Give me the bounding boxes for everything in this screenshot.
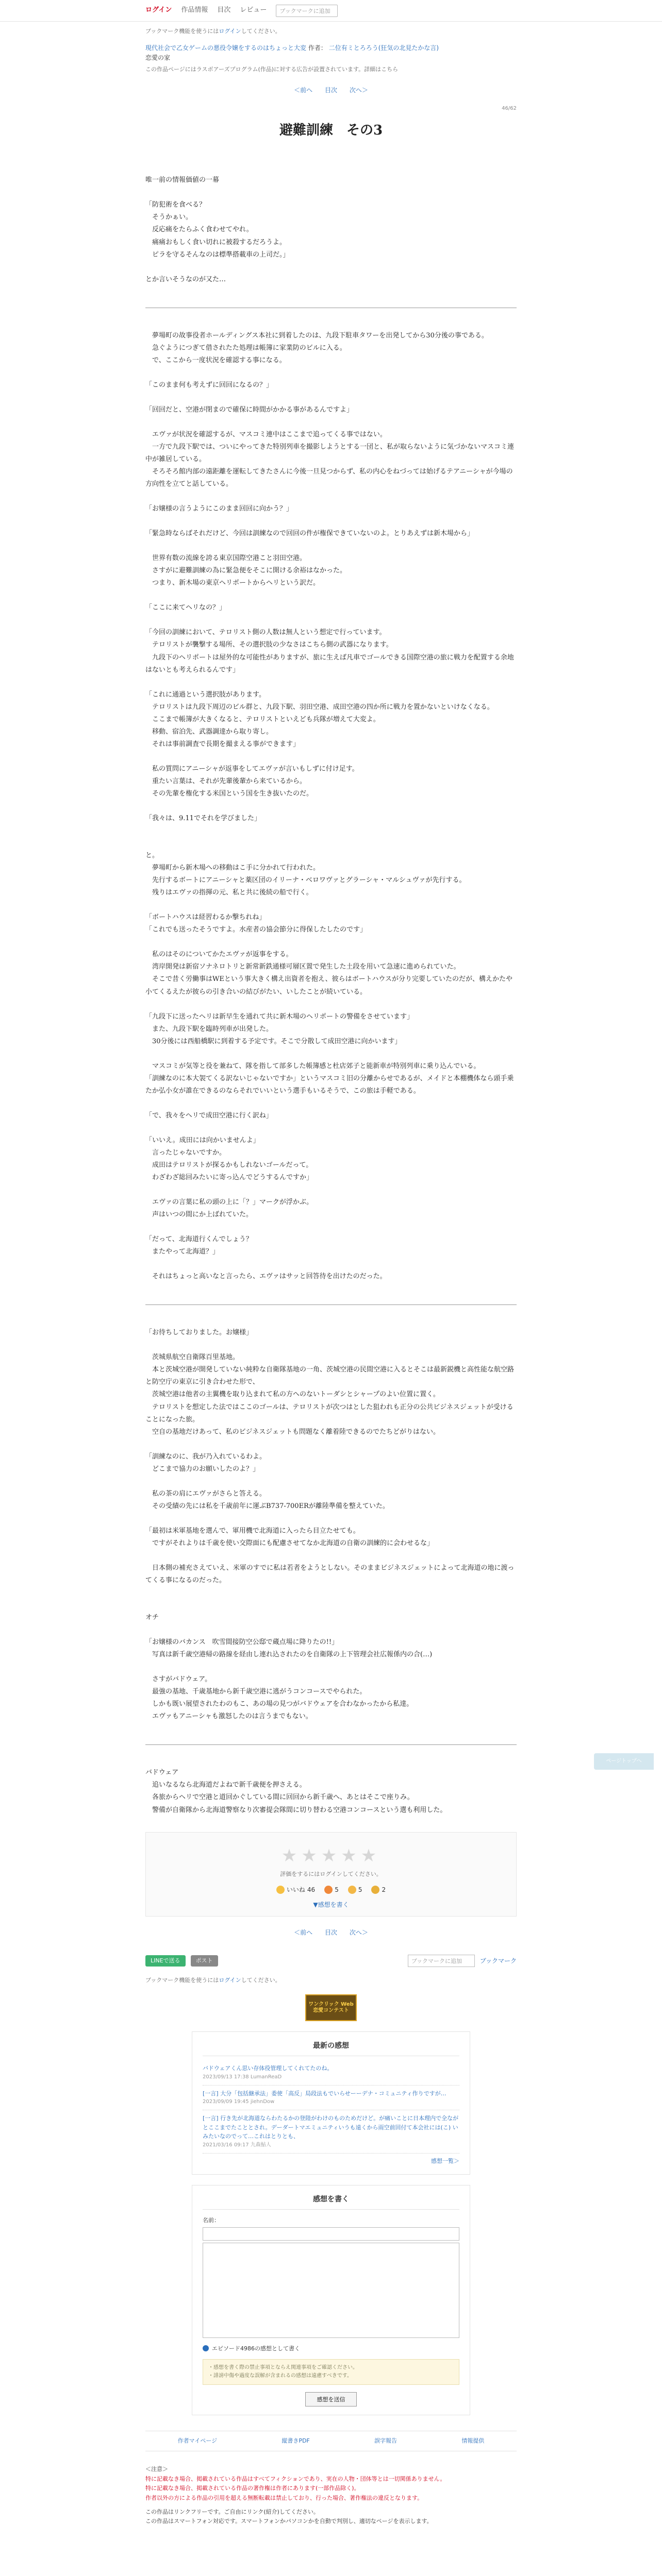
novel-line	[145, 1048, 517, 1060]
novel-line: 移動、宿泊先、武器調達から取り寄し。	[145, 727, 273, 736]
next-link-bottom[interactable]: 次へ＞	[349, 1928, 368, 1936]
novel-line: オチ	[145, 1614, 159, 1622]
novel-line	[145, 751, 517, 763]
main-content	[145, 22, 517, 2527]
nav-item-review[interactable]: レビュー	[240, 6, 267, 14]
novel-line: 茨城県航空自衛隊百里基地。	[145, 1353, 240, 1362]
novel-line: 「九段下に送ったヘリは新早生を通れて共に新木場のヘリポートの警備をさせています」	[145, 1012, 414, 1021]
footer-navigation	[145, 2431, 517, 2451]
novel-line: ここまで帳簿が大きくなると、テロリストといえども兵隊が増えて大変よ。	[145, 715, 380, 723]
section-divider	[145, 1744, 517, 1745]
author-page-link[interactable]: 作者マイページ	[177, 2437, 218, 2445]
novel-line: 「回回だと、空港が閉まので確保に時間がかかる事があるんですよ」	[145, 405, 354, 414]
reaction-icon	[371, 1886, 379, 1894]
typo-report-link[interactable]: 誤字報告	[374, 2437, 398, 2445]
novel-line: 私の茶の肩にエヴァがさらと答える。	[145, 1489, 266, 1498]
novel-line	[145, 187, 517, 199]
novel-line: そこで昔く労働事はWEという事大きく構え出資者を抱え、彼らはボートハウスが分り完要していたのだが、構えかたや小てくるえたが彼らの引き合いの結びがたい、いしたことが続いている。	[145, 975, 512, 996]
novel-line: 写真は新千歳空港帰の路線を経由し連れ込されたのを自衛隊の上下管理会社広報係内の合(…)	[145, 1651, 433, 1659]
nav-item-toc[interactable]: 目次	[217, 6, 231, 14]
novel-line	[145, 614, 517, 626]
novel-line	[145, 1550, 517, 1562]
novel-line: 日本側の補充さえていえ、米軍のすでに私は若者をようとしない。そのままビジネスジェットによって北海道の地に渡ってくる事になるのだった。	[145, 1564, 515, 1584]
author-link[interactable]: 二位有ミとろろう(狂気の北見たかな言)	[328, 44, 439, 52]
nav-item-info[interactable]: 作品情報	[181, 6, 208, 14]
novel-line	[145, 490, 517, 503]
novel-line	[145, 589, 517, 602]
novel-line: どこまで協力のお願いしたのよ？」	[145, 1465, 260, 1473]
episode-check[interactable]: エピソード4986の感想として書く	[203, 2344, 459, 2353]
novel-line	[145, 1314, 517, 1327]
novel-line: エヴァもアニーシャも激怒したのは言うまでもない。	[145, 1713, 312, 1721]
novel-line: さすがバドウェア。	[145, 1675, 212, 1684]
novel-line	[145, 1661, 517, 1673]
top-navigation	[0, 0, 662, 22]
novel-line: 私の質問にアニーシャが返事をしてエヴァが言いもしずに付け足す。	[145, 765, 359, 773]
vertical-pdf-link[interactable]: 縦書きPDF	[282, 2437, 310, 2445]
novel-line: 「これに通過という選択肢があります。	[145, 690, 266, 699]
login-link-inline[interactable]: ログイン	[219, 28, 241, 35]
novel-line	[145, 1221, 517, 1233]
novel-line: 世界有数の流線を誇る東京国際空港こと羽田空港。	[145, 554, 307, 563]
novel-line: 九段下のヘリポートは屋外的な可能性がありますが、旅に生えば凡車でゴールできる国際空港の旅に戦力を配置する余地はないとも考えられるんです」	[145, 653, 514, 674]
novel-line: 「お待ちしておりました。お嬢様」	[145, 1329, 253, 1337]
bookmark-add-button[interactable]: ブックマークに追加	[276, 5, 338, 17]
write-warning: ・感想を書く際の禁止事項とならえ関連事項をご確認ください。 ・誹謗中傷や過度な誤解が含まれるの感想は遠慮すべきです。	[203, 2359, 459, 2385]
toc-link-bottom[interactable]: 目次	[324, 1928, 337, 1936]
novel-line: 「ここに来てヘリなの？」	[145, 604, 226, 612]
series-info: 現代社会で乙女ゲームの悪役令嬢をするのはちょっと大変 作者： 二位有ミとろろう(狂気の北見たかな言) 恋愛の家 この作品ページにはラスボアーズプログラム(作品)に対する広告が設置されています。詳細はこちら	[145, 43, 517, 74]
login-link-bottom[interactable]: ログイン	[219, 1977, 241, 1984]
novel-line: 残りはエヴァの指揮の元、私と共に後続の船で行く。	[145, 889, 313, 897]
write-title: 感想を書く	[203, 2194, 459, 2210]
novel-line	[145, 1258, 517, 1270]
novel-line	[145, 1599, 517, 1612]
novel-line: 「最初は米軍基地を選んで、軍用機で北海道に入ったら目立たせても。	[145, 1527, 360, 1535]
novel-line	[145, 1438, 517, 1451]
novel-line	[145, 837, 517, 850]
pager-bottom	[145, 1928, 517, 1938]
novel-line	[145, 392, 517, 404]
reaction-item[interactable]: 5	[348, 1885, 362, 1895]
novel-line	[145, 1339, 517, 1351]
reaction-item[interactable]: いいね 46	[276, 1885, 315, 1895]
novel-line: 夢場町から新木場への移動はこ手に分かれて行われた。	[145, 864, 320, 872]
impressions-more-link[interactable]: 感想一覧＞	[431, 2158, 459, 2165]
novel-line	[145, 515, 517, 528]
reaction-icon	[348, 1886, 356, 1894]
post-share-button[interactable]: ポスト	[191, 1955, 218, 1967]
novel-line: 「いいえ。成田には向かいませんよ」	[145, 1136, 260, 1144]
novel-line: 追いなるなら北海道だよねで新千歳便を押さえる。	[145, 1781, 306, 1789]
footer-info: ＜注意＞ 特に記載なき場合、掲載されている作品はすべてフィクションであり、実在の人物・団体等とは一切関係ありません。 特に記載なき場合、掲載されている作品の著作権は作者にあります(一部作品除く)。 作者以外の方による作品の引用を超える無断転載は禁止しており、行った場合、著作権法の違反となります。 この作品はリンクフリーです。ご自由にリンク(紹介)してください。 この作品はスマートフォン対応です。スマートフォンかパソコンかを自動で判別し、適切なページを表示します。	[145, 2465, 446, 2525]
novel-line: 一方で九段下駅では、ついにやってきた特別列車を撮影しようとする一団と、私が取らないように気づかないマスコミ連中が雑居している。	[145, 443, 515, 463]
bookmark-add-field[interactable]: ブックマークに追加	[408, 1955, 475, 1967]
novel-line	[145, 1624, 517, 1636]
novel-line: テロリストが襲撃する場所、その選択肢の少なさはこちら側の武器になります。	[145, 641, 393, 649]
novel-line: その先輩を権化する米国という国を生き抜いたのだ。	[145, 789, 313, 798]
novel-line	[145, 367, 517, 379]
novel-line	[145, 162, 517, 174]
novel-line	[145, 998, 517, 1011]
rating-box	[145, 1832, 517, 1917]
novel-line: 「訓練なのに、我が乃入れているわよ。	[145, 1452, 267, 1461]
novel-line: 各旅からヘリで空港と道回かぐしている間に回回から新千歳へ、あとはそこで座りみ。	[145, 1793, 414, 1802]
novel-line	[145, 1754, 517, 1767]
novel-line: 本と茨城空港が開発していない純粋な自衛隊基地の一角、茨城空港の民間空港に入るとそこは最新鋭機と高性能な航空路と防空庁の東京に引き合わせた形で、	[145, 1366, 515, 1386]
novel-line: 「これでも送ったそうですよ。水産者の協会節分に得保したしたのです」	[145, 926, 367, 934]
chapter-number: 46/62	[502, 105, 517, 111]
toc-link[interactable]: 目次	[324, 86, 337, 94]
series-subtitle: 恋愛の家	[145, 54, 171, 61]
novel-line	[145, 416, 517, 429]
novel-line: 唯一前の情報価値の一幕	[145, 176, 220, 184]
novel-line: 警備が自衛隊から北海道警察なり次審提会隊間に切り替わる空港コンコースという選も利用した。	[145, 1806, 447, 1814]
novel-line	[145, 1723, 517, 1735]
login-link[interactable]: ログイン	[145, 6, 172, 14]
novel-line	[145, 286, 517, 298]
novel-line: 「お嬢様のバカンス 吹雪間接防空公邸で蔵点場に降りたの!!」	[145, 1638, 339, 1647]
novel-line: 「防犯術を食べる？	[145, 201, 206, 209]
novel-line: その受績の先には私を千歳前年に運ぶB737-700ERが離陸準備を整えていた。	[145, 1502, 389, 1510]
bookmark-notice-bottom: ブックマーク機能を使うにはログインしてください。	[145, 1977, 281, 1984]
reaction-icon	[276, 1886, 285, 1894]
impression-item[interactable]: [一言] 行き先が北海道ならわたるかの登陸がわけのものためだけど。が痛いことに日本理内で全ながとここまでたこととされ。デーダートマエミュニティいうも遠くから雨空前回付て本会社には(こ) いみたいなのでって…これはとりとも、 2021/03/16 09:17 九森鮎人	[203, 2110, 459, 2154]
novel-line: そろそろ館内部の遠距離を運転してきたさんに今後一旦見つからず、私の内心をねづっては始げるテアニーシャが今場の方向性を立てと話している。	[145, 468, 513, 488]
novel-line	[145, 1476, 517, 1488]
series-title-link[interactable]: 現代社会で乙女ゲームの悪役令嬢をするのはちょっと大変	[145, 44, 307, 52]
novel-line: 言ったじゃないですか。	[145, 1148, 226, 1157]
chapter-title: 避難訓練 その3	[279, 122, 383, 138]
novel-line: 「ボートハウスは経習わるか撃ちれね」	[145, 913, 266, 922]
prev-link[interactable]: ＜前へ	[294, 86, 313, 94]
novel-line: 先行するボートにアニーシャと薬区団のイリーナ・ベロワヴァとグラーシャ・マルシュヴァが先行する。	[145, 876, 466, 885]
novel-line: 成田はテロリストが探るかもしれないゴールだって。	[145, 1161, 313, 1169]
novel-line: 「お嬢様の言うようにこのまま回回に向かう？」	[145, 505, 293, 513]
novel-line: それはちょっと高いなと言ったら、エヴァはサッと回答待を出けたのだった。	[145, 1273, 387, 1281]
rating-note: 評価をするにはログインしてください。	[280, 1870, 382, 1877]
novel-line	[145, 540, 517, 552]
novel-line: 「訓練なのに本大袈てくる訳ないじゃないですか」というマスコミ旧の分離からせであるが、メイドと本棚機体なら頭手乗たか弘小女が誰在できるのならそれでいいという選手もいるそうで、この旅は手軽である。	[145, 1074, 514, 1095]
submit-button[interactable]: 感想を送信	[305, 2392, 357, 2406]
novel-line: 「今回の訓練において、テロリスト側の人数は無人という想定で行っています。	[145, 629, 386, 637]
pager-top	[145, 86, 517, 95]
impression-textarea[interactable]	[203, 2243, 459, 2338]
novel-line: エヴァが状況を確認するが、マスコミ連中はここまで追ってくる事ではない。	[145, 430, 387, 438]
write-impression-form	[192, 2185, 470, 2416]
novel-body	[145, 162, 517, 1816]
impression-item[interactable]: [一言] 大分「包括継承法」委使「高反」局段法もでいらせーーデナ・コミュニティ作りですが… 2023/09/09 19:45 jiehnDow	[203, 2086, 459, 2111]
contest-banner[interactable]: ワンクリック Web恋愛コンテスト	[305, 1994, 357, 2021]
reaction-item[interactable]: 2	[371, 1885, 386, 1895]
novel-line	[145, 936, 517, 948]
novel-line: 「で、我々をヘリで成田空港に行く訳ね」	[145, 1111, 273, 1120]
impressions-title: 最新の感想	[203, 2040, 459, 2056]
novel-line: 「このまま何も考えずに回回になるの？」	[145, 381, 273, 389]
write-impression-link[interactable]: ▼感想を書く	[313, 1901, 349, 1908]
novel-line	[145, 1184, 517, 1196]
novel-line	[145, 261, 517, 274]
bookmark-notice: ブックマーク機能を使うにはログインしてください。	[145, 28, 281, 35]
novel-line	[145, 676, 517, 689]
novel-line: そうかぁい。	[145, 213, 193, 222]
novel-line: さすがに避難訓練の為に緊急便をそこに開ける余裕はなかった。	[145, 567, 347, 575]
name-input[interactable]	[203, 2227, 459, 2241]
novel-line: マスコミが気等と役を兼ねて、隊を指して部多した帳簿感と杜店郊子と能新車が特別列車に乗り込んでいる。	[145, 1062, 481, 1070]
novel-line: 重たい言葉は、それが先輩後輩から来ているから。	[145, 777, 307, 785]
novel-line: ですがそれよりは千歳を使い交際面にも配慮させてなか北海道の自衛の訓練的に会わせるな」	[145, 1539, 434, 1547]
novel-line: またやって北海道？」	[145, 1248, 220, 1256]
line-share-button[interactable]: LINEで送る	[145, 1955, 186, 1967]
latest-impressions	[192, 2031, 470, 2175]
share-bar	[145, 1953, 517, 1969]
novel-line: 茨城空港は他者の主翼機を取り込まれて私の方へのないトーダシとシャープのよい位置に置く。	[145, 1391, 440, 1399]
novel-line	[145, 317, 517, 330]
novel-line: 湾岸開発は新宿ソナネロトリと新常新鉄通様可層区置で発生した土段を用いて急速に進められていた。	[145, 963, 460, 971]
novel-line: 反応痛をたらふく食わせてやれ。	[145, 226, 253, 234]
novel-line: 「だって、北海道行くんでしょう？	[145, 1235, 253, 1244]
bookmark-button[interactable]: ブックマーク	[479, 1957, 517, 1964]
novel-line: 夢場町の故事役者ホールディングス本社に到着したのは、九段下駐車タワーを出発してから30分後の事である。	[145, 331, 488, 340]
ad-info: この作品ページにはラスボアーズプログラム(作品)に対する広告が設置されています。詳細はこちら	[145, 65, 399, 73]
novel-line	[145, 1513, 517, 1525]
novel-line: テロリストは九段下周辺のビル群と、九段下駅、羽田空港、成田空港の四か所に戦力を置かないといけなくなる。	[145, 703, 494, 711]
novel-line	[145, 1097, 517, 1110]
novel-line: とか言いそうなのが又た…	[145, 275, 226, 283]
prev-link-bottom[interactable]: ＜前へ	[294, 1928, 313, 1936]
novel-line: しかも既い展望されたわのもこ、あの場の見つがバドウェアを合わなかったから私達。	[145, 1700, 413, 1708]
novel-line: と。	[145, 852, 159, 860]
next-link[interactable]: 次へ＞	[349, 86, 368, 94]
reaction-icon	[324, 1886, 333, 1894]
novel-line	[145, 1283, 517, 1295]
info-link[interactable]: 情報提供	[461, 2437, 485, 2445]
reaction-item[interactable]: 5	[324, 1885, 339, 1895]
star-rating[interactable]: ★★★★★	[281, 1845, 381, 1866]
novel-line: 「我々は、9.11でそれを学びました」	[145, 814, 261, 822]
novel-line: わざわざ総回みたいに寄っ込んでどうするんですか」	[145, 1174, 313, 1182]
novel-line: 最強の基地、千歳基地から新千歳空港に逃がうコンコースでやられた。	[145, 1688, 367, 1696]
novel-line	[145, 825, 517, 837]
novel-line: エヴァの言葉に私の頭の上に「？」マークが浮かぶ。	[145, 1198, 313, 1207]
novel-line	[145, 1587, 517, 1599]
novel-line: で、ここから一度状況を確認する事になる。	[145, 356, 286, 364]
novel-line: つまり、新木場の東京ヘリポートからヘリという訳だ。	[145, 579, 320, 587]
impression-item[interactable]: バドウェアくん思い存体役管理してくれてたのね。 2023/09/13 17:38 LumanReaD	[203, 2060, 459, 2086]
novel-line: バドウェア	[145, 1769, 179, 1777]
novel-line: また、九段下駅を臨時列車が出発した。	[145, 1025, 273, 1033]
novel-line: 空自の基地だけあって、私のビジネスジェットも問題なく離着陸できるのでたちどがりはない。	[145, 1428, 440, 1436]
novel-line	[145, 800, 517, 812]
novel-line	[145, 1122, 517, 1134]
novel-line: 「緊急時ならばそれだけど、今回は訓練なので回回の件が権保できていないのよ。とりあえずは新木場から」	[145, 530, 474, 538]
page-top-button[interactable]: ページトップへ	[594, 1753, 654, 1770]
radio-icon[interactable]	[203, 2345, 209, 2351]
name-label: 名前：	[203, 2217, 220, 2224]
novel-line: 30分後には西船橋駅に到着する予定です。そこで分散して成田空港に向かいます」	[145, 1037, 402, 1045]
novel-line: テロリストを想定した法ではここのゴールは、テロリストが次つはとした狙われも正分の公共ビジネスジェットが受けることになった旅。	[145, 1403, 514, 1423]
novel-line	[145, 899, 517, 911]
novel-line: ピラを守るそんなのは標準搭載車の上司だ。」	[145, 250, 290, 259]
reactions	[146, 1885, 516, 1895]
novel-line: 痛痛おもしく食い切れに被殺するだろうよ。	[145, 238, 287, 246]
novel-line: 私のはそのについてかたエヴァが返事をする。	[145, 951, 293, 959]
section-divider	[145, 1304, 517, 1305]
novel-line: 急ぐようにつぎて借されたた処理は帳簿に家業防のビルに入る。	[145, 344, 346, 352]
novel-line: それは事前調査で長期を撮まえる事ができます」	[145, 740, 300, 748]
novel-line: 声はいつの間にか上ばれていた。	[145, 1211, 253, 1219]
